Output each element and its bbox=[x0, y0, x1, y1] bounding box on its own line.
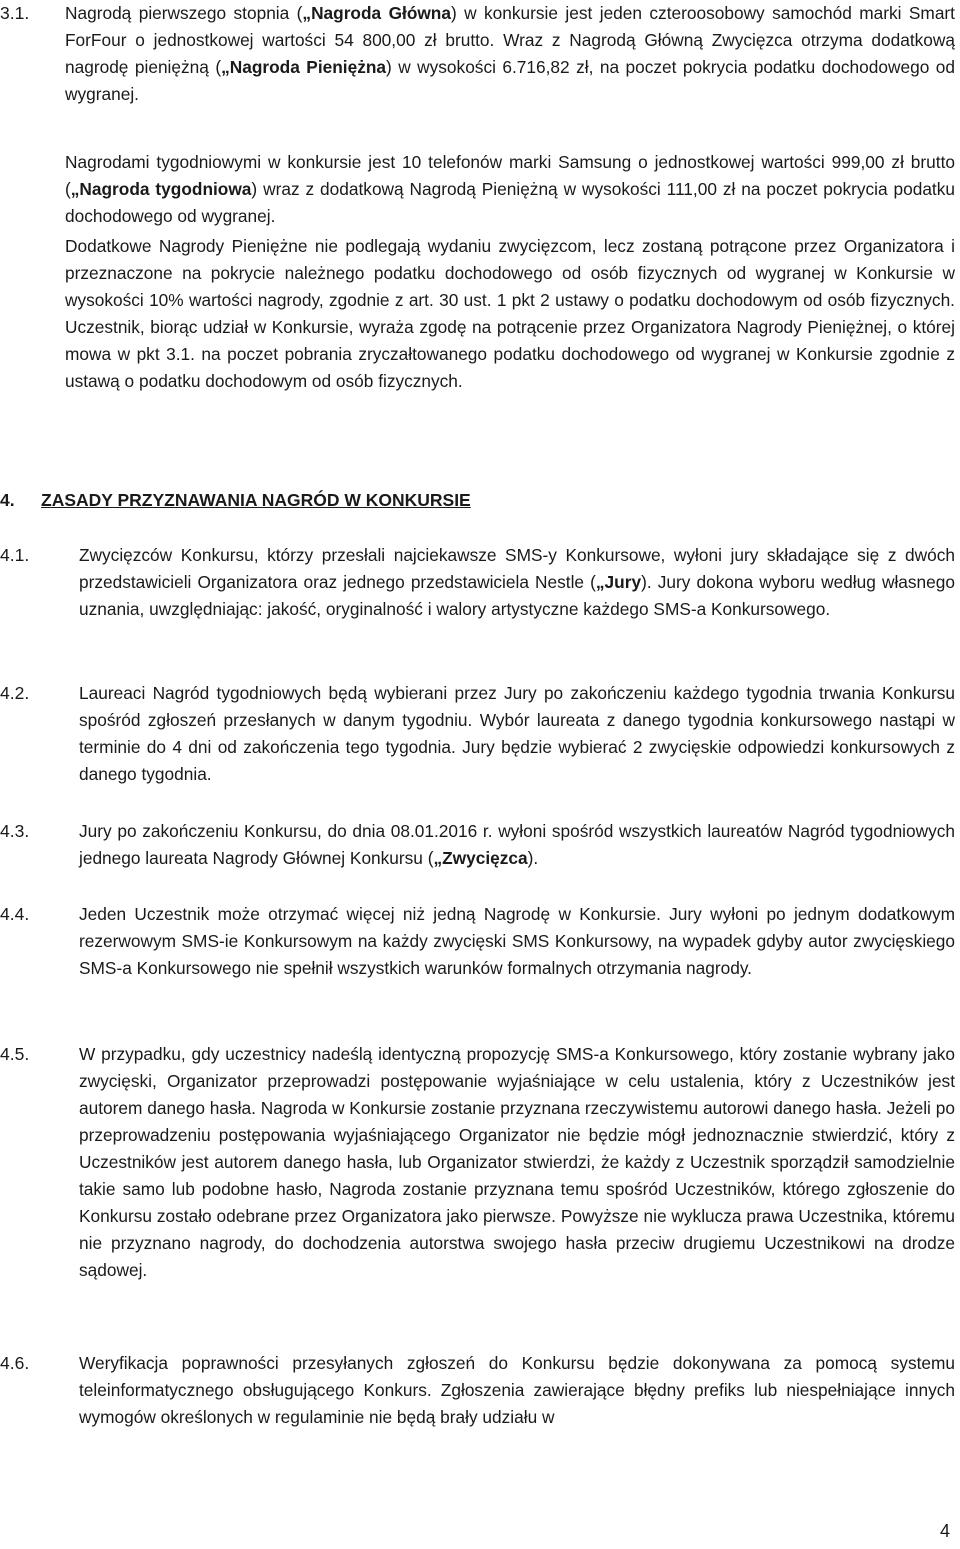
section-number: 4.5. bbox=[0, 1044, 30, 1064]
text-run: ). bbox=[527, 848, 539, 868]
section-heading-4 bbox=[0, 487, 471, 514]
section-number: 3.1. bbox=[0, 3, 30, 23]
section-text: W przypadku, gdy uczestnicy nadeślą identyczną propozycję SMS-a Konkursowego, który zostanie wybrany jako zwycięski, Organizator przeprowadzi postępowanie wyjaśniające w celu ustalenia, który z Uczestników jest autorem danego hasła. Nagroda w Konkursie zostanie przyznana rzeczywistemu autorowi danego hasła. Jeżeli po przeprowadzeniu postępowania wyjaśniającego Organizator nie będzie mógł jednoznacznie stwierdzić, który z Uczestników jest autorem danego hasła, lub Organizator stwierdzi, że każdy z Uczestnik sporządził samodzielnie takie samo lub podobne hasło, Nagroda zostanie przyznana temu spośród Uczestników, którego zgłoszenie do Konkursu zostało odebrane przez Organizatora jako pierwsze. Powyższe nie wyklucza prawa Uczestnika, któremu nie przyznano nagrody, do dochodzenia autorstwa swojego hasła przeciw drugiemu Uczestnikowi na drodze sądowej. bbox=[79, 1044, 955, 1280]
section-4-3 bbox=[0, 818, 960, 872]
section-4-1 bbox=[0, 542, 960, 623]
section-text: Laureaci Nagród tygodniowych będą wybierani przez Jury po zakończeniu każdego tygodnia trwania Konkursu spośród zgłoszeń przesłanych w danym tygodniu. Wybór laureata z danego tygodnia konkursowego nastąpi w terminie do 4 dni od zakończenia tego tygodnia. Jury będzie wybierać 2 zwycięskie odpowiedzi konkursowych z danego tygodnia. bbox=[79, 683, 955, 784]
text-run: ) w wysokości 6.716,82 zł, na poczet pokrycia podatku dochodowego od wygranej. bbox=[65, 57, 955, 104]
section-text: Jeden Uczestnik może otrzymać więcej niż jedną Nagrodę w Konkursie. Jury wyłoni po jednym dodatkowym rezerwowym SMS-ie Konkursowym na każdy zwycięski SMS Konkursowy, na wypadek gdyby autor zwycięskiego SMS-a Konkursowego nie spełnił wszystkich warunków formalnych otrzymania nagrody. bbox=[79, 904, 955, 978]
text-run: ) w konkursie jest jeden czteroosobowy samochód marki Smart ForFour o jednostkowej wartości 54 800,00 zł brutto. Wraz z Nagrodą Główną Zwycięzca otrzyma dodatkową nagrodę pieniężną ( bbox=[65, 3, 955, 77]
section-4-6 bbox=[0, 1350, 960, 1431]
text-run: Nagrodami tygodniowymi w konkursie jest 10 telefonów marki Samsung o jednostkowej wartości 999,00 zł brutto ( bbox=[65, 152, 955, 199]
heading-title: ZASADY PRZYZNAWANIA NAGRÓD W KONKURSIE bbox=[41, 490, 471, 510]
section-number: 4.3. bbox=[0, 821, 30, 841]
section-text bbox=[79, 542, 955, 623]
text-run: Jury po zakończeniu Konkursu, do dnia 08.01.2016 r. wyłoni spośród wszystkich laureatów Nagród tygodniowych jednego laureata Nagrody Głównej Konkursu ( bbox=[79, 821, 955, 868]
paragraph-tax: Dodatkowe Nagrody Pieniężne nie podlegają wydaniu zwycięzcom, lecz zostaną potrącone przez Organizatora i przeznaczone na pokrycie należnego podatku dochodowego od osób fizycznych od wygranej w Konkursie w wysokości 10% wartości nagrody, zgodnie z art. 30 ust. 1 pkt 2 ustawy o podatku dochodowym od osób fizycznych. Uczestnik, biorąc udział w Konkursie, wyraża zgodę na potrącenie przez Organizatora Nagrody Pieniężnej, o której mowa w pkt 3.1. na poczet pobrania zryczałtowanego podatku dochodowego od wygranej w Konkursie zgodnie z ustawą o podatku dochodowym od osób fizycznych. bbox=[65, 236, 955, 391]
section-number: 4.4. bbox=[0, 904, 30, 924]
text-run: ) wraz z dodatkową Nagrodą Pieniężną w wysokości 111,00 zł na poczet pokrycia podatku dochodowego od wygranej. bbox=[65, 179, 955, 226]
text-run: ). Jury dokona wyboru według własnego uznania, uwzględniając: jakość, oryginalność i walory artystyczne każdego SMS-a Konkursowego. bbox=[79, 572, 955, 619]
text-run: Nagrodą pierwszego stopnia ( bbox=[65, 3, 303, 23]
section-text bbox=[65, 0, 955, 108]
paragraph-weekly-prizes bbox=[65, 149, 955, 230]
heading-number: 4. bbox=[0, 490, 15, 510]
section-text: Weryfikacja poprawności przesyłanych zgłoszeń do Konkursu będzie dokonywana za pomocą systemu teleinformatycznego obsługującego Konkurs. Zgłoszenia zawierające błędny prefiks lub niespełniające innych wymogów określonych w regulaminie nie będą brały udziału w bbox=[79, 1353, 955, 1427]
page-number: 4 bbox=[939, 1521, 950, 1541]
section-4-4 bbox=[0, 901, 960, 982]
section-3-1 bbox=[0, 0, 960, 108]
defined-term: „Jury bbox=[595, 572, 642, 592]
text-run: Zwycięzców Konkursu, którzy przesłali najciekawsze SMS-y Konkursowe, wyłoni jury składające się z dwóch przedstawicieli Organizatora oraz jednego przedstawiciela Nestle ( bbox=[79, 545, 955, 592]
section-number: 4.6. bbox=[0, 1353, 30, 1373]
defined-term: „Nagroda Główna bbox=[302, 3, 451, 23]
section-4-5 bbox=[0, 1041, 960, 1284]
section-text bbox=[79, 818, 955, 872]
section-number: 4.2. bbox=[0, 683, 30, 703]
defined-term: „Nagroda Pieniężna bbox=[221, 57, 387, 77]
section-number: 4.1. bbox=[0, 545, 30, 565]
section-4-2 bbox=[0, 680, 960, 788]
defined-term: „Zwycięzca bbox=[433, 848, 528, 868]
defined-term: „Nagroda tygodniowa bbox=[70, 179, 252, 199]
